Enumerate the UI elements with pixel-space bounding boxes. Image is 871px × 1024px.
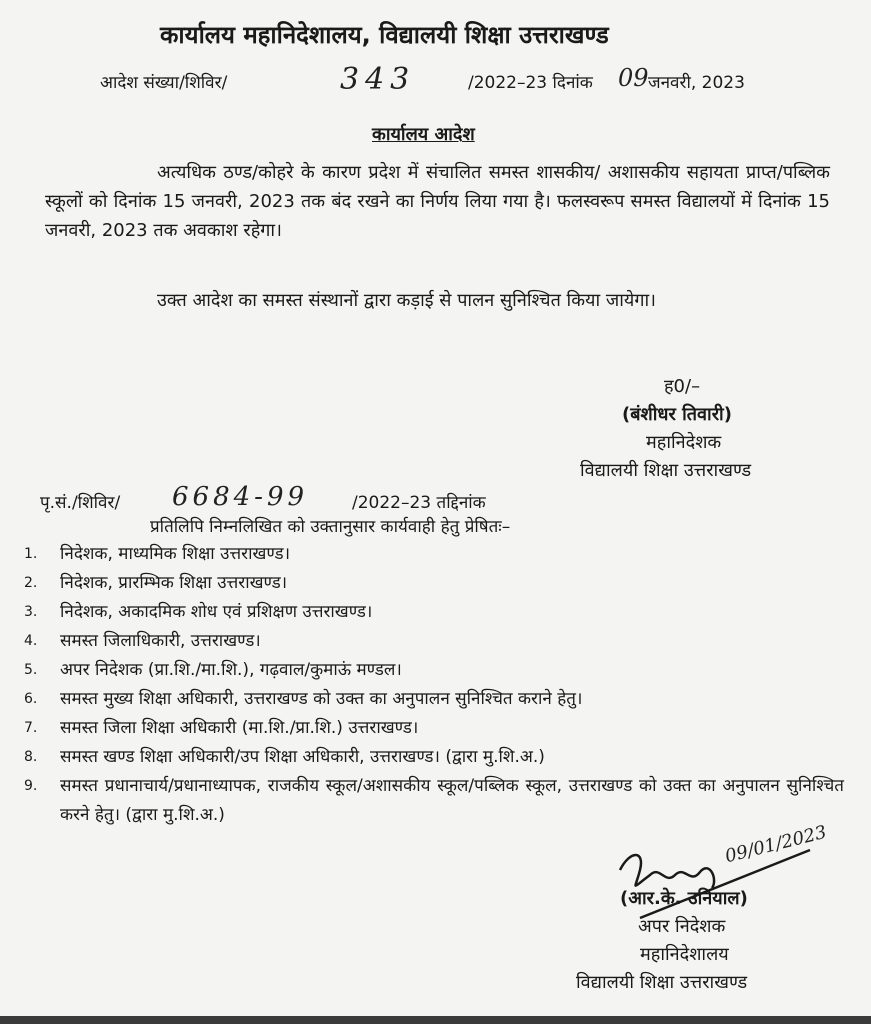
copy-year-date: /2022–23 तद्दिनांक [352,493,486,513]
list-item: 6. समस्त मुख्य शिक्षा अधिकारी, उत्तराखण्ड को उक्त का अनुपालन सुनिश्चित कराने हेतु। [24,689,583,709]
order-paragraph-2: उक्त आदेश का समस्त संस्थानों द्वारा कड़ाई से पालन सुनिश्चित किया जायेगा। [157,290,656,311]
signatory2-name: (आर.के. उनियाल) [620,888,748,909]
signatory1-department: विद्यालयी शिक्षा उत्तराखण्ड [580,460,752,481]
list-item: 1. निदेशक, माध्यमिक शिक्षा उत्तराखण्ड। [24,544,291,564]
office-title: कार्यालय महानिदेशालय, विद्यालयी शिक्षा उत्तराखण्ड [160,21,609,49]
copy-number: 6684-99 [172,482,309,512]
list-item: 3. निदेशक, अकादमिक शोध एवं प्रशिक्षण उत्तराखण्ड। [24,602,373,622]
list-item: 7. समस्त जिला शिक्षा अधिकारी (मा.शि./प्रा.शि.) उत्तराखण्ड। [24,718,419,738]
order-day: 09 [618,64,649,92]
list-item: 5. अपर निदेशक (प्रा.शि./मा.शि.), गढ़वाल/कुमाऊं मण्डल। [24,660,402,680]
list-item: 9. समस्त प्रधानाचार्य/प्रधानाध्यापक, राजकीय स्कूल/अशासकीय स्कूल/पब्लिक स्कूल, उत्तराखण्ड को उक्त का अनुपालन सुनिश्चित करने हेतु। (द्वारा मु.शि.अ.) [24,776,844,825]
signatory1-name: (बंशीधर तिवारी) [622,404,732,425]
order-paragraph-1: अत्यधिक ठण्ड/कोहरे के कारण प्रदेश में संचालित समस्त शासकीय/ अशासकीय सहायता प्राप्त/पब्लिक स्कूलों को दिनांक 15 जनवरी, 2023 तक बंद रखने का निर्णय लिया गया है। फलस्वरूप समस्त विद्यालयों में दिनांक 15 जनवरी, 2023 तक अवकाश रहेगा। [45,162,830,241]
list-item: 8. समस्त खण्ड शिक्षा अधिकारी/उप शिक्षा अधिकारी, उत्तराखण्ड। (द्वारा मु.शि.अ.) [24,747,545,767]
copy-intro: प्रतिलिपि निम्नलिखित को उक्तानुसार कार्यवाही हेतु प्रेषितः– [150,517,511,537]
order-year-date: /2022–23 दिनांक [468,73,593,93]
order-heading: कार्यालय आदेश [372,124,475,145]
bottom-edge [0,1016,871,1024]
signatory2-designation: अपर निदेशक [638,916,726,937]
list-item: 4. समस्त जिलाधिकारी, उत्तराखण्ड। [24,631,261,651]
list-item: 2. निदेशक, प्रारम्भिक शिक्षा उत्तराखण्ड। [24,573,288,593]
signed-mark: ह0/– [664,376,701,397]
order-prefix: आदेश संख्या/शिविर/ [100,73,228,93]
signatory2-department: विद्यालयी शिक्षा उत्तराखण्ड [576,972,748,993]
order-number: 343 [340,62,416,97]
copy-prefix: पृ.सं./शिविर/ [40,493,121,513]
signatory1-designation: महानिदेशक [646,432,722,453]
order-month-year: जनवरी, 2023 [648,73,745,93]
signature-date: 09/01/2023 [723,821,829,868]
copy-recipients-list [24,540,844,830]
signatory2-office: महानिदेशालय [640,944,729,965]
